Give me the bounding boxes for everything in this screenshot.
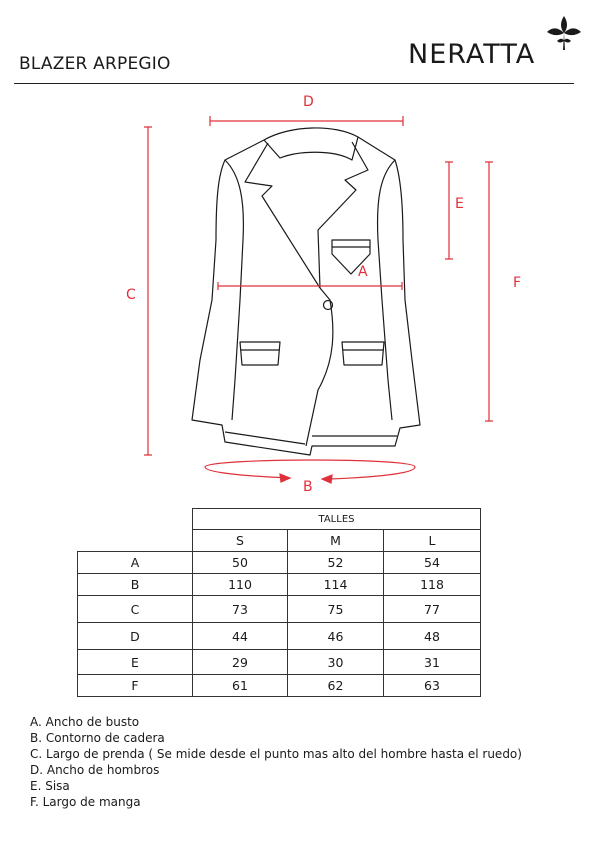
- label-a: A: [358, 264, 368, 280]
- table-row: [78, 574, 481, 596]
- collar-back: [264, 128, 358, 160]
- table-row: [78, 675, 481, 697]
- table-cell: 77: [384, 596, 481, 623]
- row-label: E: [78, 650, 193, 675]
- blazer-drawing: [0, 88, 597, 498]
- size-header: M: [288, 530, 384, 552]
- measure-b-arrow-right: [322, 475, 332, 483]
- table-cell: 50: [193, 552, 288, 574]
- table-cell: 63: [384, 675, 481, 697]
- table-cell: 44: [193, 623, 288, 650]
- table-cell: 73: [193, 596, 288, 623]
- row-label: B: [78, 574, 193, 596]
- note-line: C. Largo de prenda ( Se mide desde el punto mas alto del hombre hasta el ruedo): [30, 747, 522, 761]
- product-title: BLAZER ARPEGIO: [19, 54, 171, 74]
- note-line: D. Ancho de hombros: [30, 763, 160, 777]
- front-edge: [306, 288, 333, 446]
- row-label: A: [78, 552, 193, 574]
- table-row: [78, 596, 481, 623]
- talles-header: TALLES: [193, 509, 481, 530]
- right-sleeve: [378, 160, 395, 420]
- table-cell: 52: [288, 552, 384, 574]
- table-cell: 110: [193, 574, 288, 596]
- label-b: B: [303, 479, 313, 495]
- table-cell: 62: [288, 675, 384, 697]
- row-label: D: [78, 623, 193, 650]
- label-e: E: [455, 196, 464, 212]
- table-row: [78, 623, 481, 650]
- table-cell: 75: [288, 596, 384, 623]
- label-c: C: [126, 287, 136, 303]
- size-header: L: [384, 530, 481, 552]
- table-row: [78, 552, 481, 574]
- table-cell: 54: [384, 552, 481, 574]
- note-line: E. Sisa: [30, 779, 70, 793]
- note-line: F. Largo de manga: [30, 795, 141, 809]
- note-line: A. Ancho de busto: [30, 715, 140, 729]
- table-cell: 114: [288, 574, 384, 596]
- left-sleeve: [225, 160, 243, 420]
- table-cell: 30: [288, 650, 384, 675]
- label-f: F: [513, 275, 522, 291]
- left-hip-pocket: [240, 342, 280, 365]
- header-divider: [14, 83, 574, 84]
- table-group-header-row: [78, 509, 481, 530]
- table-cell: 46: [288, 623, 384, 650]
- table-cell: 48: [384, 623, 481, 650]
- brand-logo: NERATTA: [408, 39, 536, 70]
- note-line: B. Contorno de cadera: [30, 731, 165, 745]
- leaf-logo-icon: [545, 14, 583, 52]
- left-lapel: [245, 143, 320, 288]
- blazer-body: [192, 137, 420, 455]
- measurement-notes: [30, 714, 522, 810]
- table-cell: 61: [193, 675, 288, 697]
- size-header: S: [193, 530, 288, 552]
- label-d: D: [303, 94, 314, 110]
- table-cell: 118: [384, 574, 481, 596]
- measure-b-arrow-left: [280, 474, 290, 482]
- right-hip-pocket: [342, 342, 384, 365]
- table-cell: 31: [384, 650, 481, 675]
- table-row: [78, 650, 481, 675]
- measure-b-curve: [205, 460, 415, 479]
- row-label: C: [78, 596, 193, 623]
- size-table: [77, 508, 481, 697]
- table-cell: 29: [193, 650, 288, 675]
- table-size-header-row: [78, 530, 481, 552]
- row-label: F: [78, 675, 193, 697]
